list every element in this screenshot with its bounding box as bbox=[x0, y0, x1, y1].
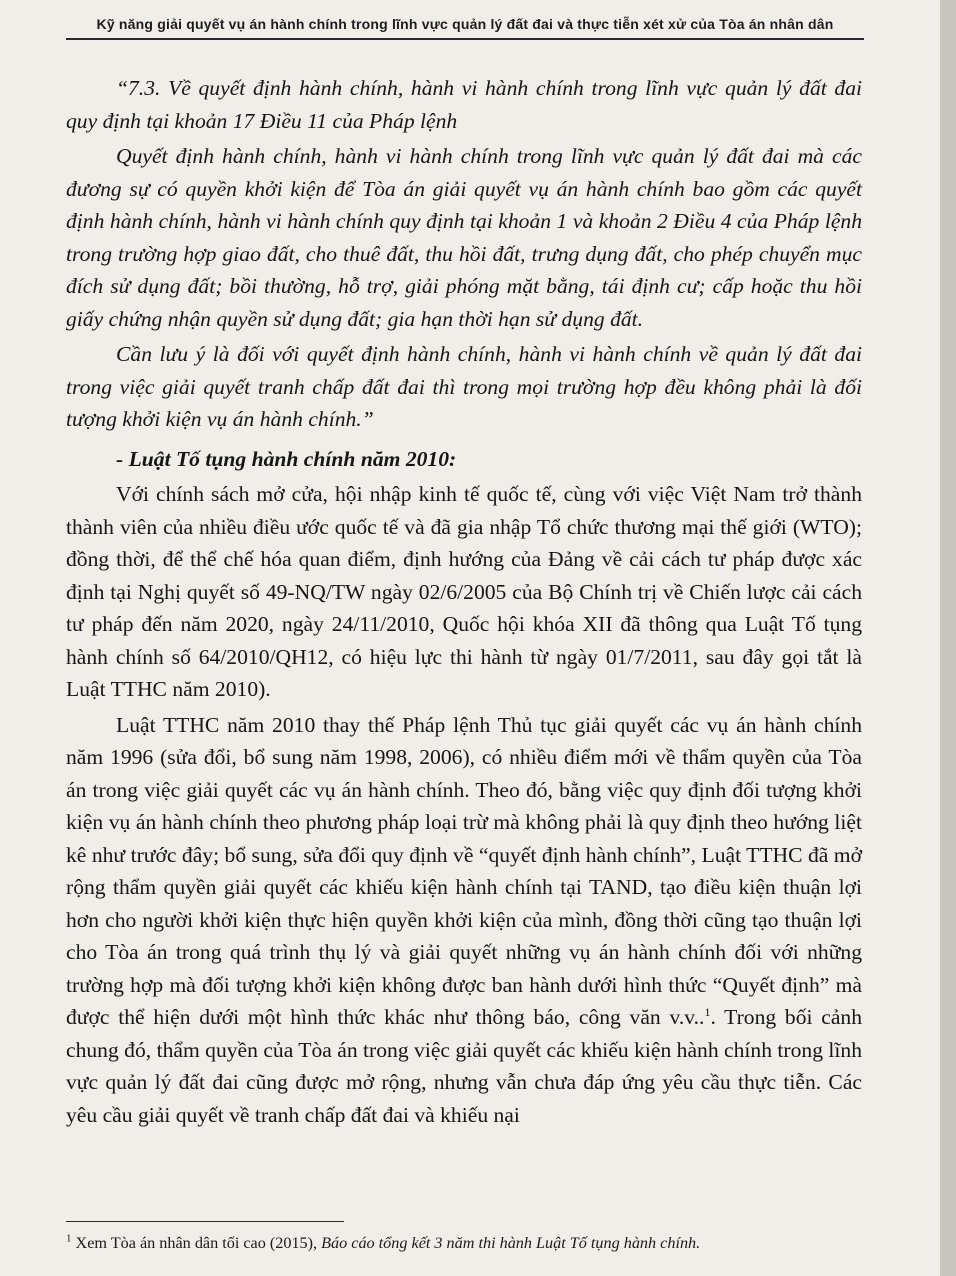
footnote-title: Báo cáo tổng kết 3 năm thi hành Luật Tố tụng hành chính. bbox=[321, 1234, 701, 1252]
section-paragraph-2-part-a: Luật TTHC năm 2010 thay thế Pháp lệnh Thủ tục giải quyết các vụ án hành chính năm 1996 (sửa đổi, bổ sung năm 1998, 2006), có nhiều điểm mới về thẩm quyền của Tòa án trong việc giải quyết các vụ án hành chính. Theo đó, bằng việc quy định đối tượng khởi kiện vụ án hành chính theo phương pháp loại trừ mà không phải là quy định theo hướng liệt kê như trước đây; bổ sung, sửa đổi quy định về “quyết định hành chính”, Luật TTHC đã mở rộng thẩm quyền giải quyết các khiếu kiện hành chính tại TAND, tạo điều kiện thuận lợi hơn cho người khởi kiện thực hiện quyền khởi kiện của mình, đồng thời cũng tạo thuận lợi cho Tòa án trong quá trình thụ lý và giải quyết những vụ án hành chính đối với những trường hợp mà đối tượng khởi kiện không được ban hành dưới hình thức “Quyết định” mà được thể hiện dưới một hình thức khác như thông báo, công văn v.v.. bbox=[66, 712, 862, 1029]
section-heading: - Luật Tố tụng hành chính năm 2010: bbox=[116, 446, 457, 471]
quote-paragraph-1: Quyết định hành chính, hành vi hành chính trong lĩnh vực quản lý đất đai mà các đương sự có quyền khởi kiện để Tòa án giải quyết vụ án hành chính bao gồm các quyết định hành chính, hành vi hành chính quy định tại khoản 1 và khoản 2 Điều 4 của Pháp lệnh trong trường hợp giao đất, cho thuê đất, thu hồi đất, trưng dụng đất, cho phép chuyển mục đích sử dụng đất; bồi thường, hỗ trợ, giải phóng mặt bằng, tái định cư; cấp hoặc thu hồi giấy chứng nhận quyền sử dụng đất; gia hạn thời hạn sử dụng đất. bbox=[66, 144, 862, 331]
running-header: Kỹ năng giải quyết vụ án hành chính trong lĩnh vực quản lý đất đai và thực tiễn xét xử của Tòa án nhân dân bbox=[96, 16, 834, 32]
section-paragraph-2-part-b: . Trong bối cảnh chung đó, thẩm quyền của Tòa án trong việc giải quyết các khiếu kiện hành chính trong lĩnh vực quản lý đất đai cũng được mở rộng, nhưng vẫn chưa đáp ứng yêu cầu thực tiễn. Các yêu cầu giải quyết về tranh chấp đất đai và khiếu nại bbox=[66, 1005, 863, 1127]
footnote-divider bbox=[66, 1221, 344, 1222]
page-edge bbox=[940, 0, 956, 1276]
footnote-mark: 1 bbox=[66, 1232, 72, 1245]
quote-paragraph-2: Cần lưu ý là đối với quyết định hành chính, hành vi hành chính về quản lý đất đai trong việc giải quyết tranh chấp đất đai thì trong mọi trường hợp đều không phải là đối tượng khởi kiện vụ án hành chính.” bbox=[66, 342, 862, 431]
section-paragraph-2 bbox=[66, 709, 862, 1132]
section-paragraph-1: Với chính sách mở cửa, hội nhập kinh tế quốc tế, cùng với việc Việt Nam trở thành thành viên của nhiều điều ước quốc tế và đã gia nhập Tổ chức thương mại thế giới (WTO); đồng thời, để thể chế hóa quan điểm, định hướng của Đảng về cải cách tư pháp được xác định tại Nghị quyết số 49-NQ/TW ngày 02/6/2005 của Bộ Chính trị về Chiến lược cải cách tư pháp đến năm 2020, ngày 24/11/2010, Quốc hội khóa XII đã thông qua Luật Tố tụng hành chính số 64/2010/QH12, có hiệu lực thi hành từ ngày 01/7/2011, sau đây gọi tắt là Luật TTHC năm 2010). bbox=[66, 482, 862, 701]
footnote bbox=[66, 1232, 866, 1254]
footnote-reference: 1 bbox=[704, 1004, 711, 1019]
header-divider bbox=[66, 38, 864, 40]
footnote-text: Xem Tòa án nhân dân tối cao (2015), bbox=[71, 1234, 322, 1252]
page-body bbox=[66, 72, 862, 1131]
quote-heading: “7.3. Về quyết định hành chính, hành vi hành chính trong lĩnh vực quản lý đất đai quy định tại khoản 17 Điều 11 của Pháp lệnh bbox=[66, 76, 862, 133]
